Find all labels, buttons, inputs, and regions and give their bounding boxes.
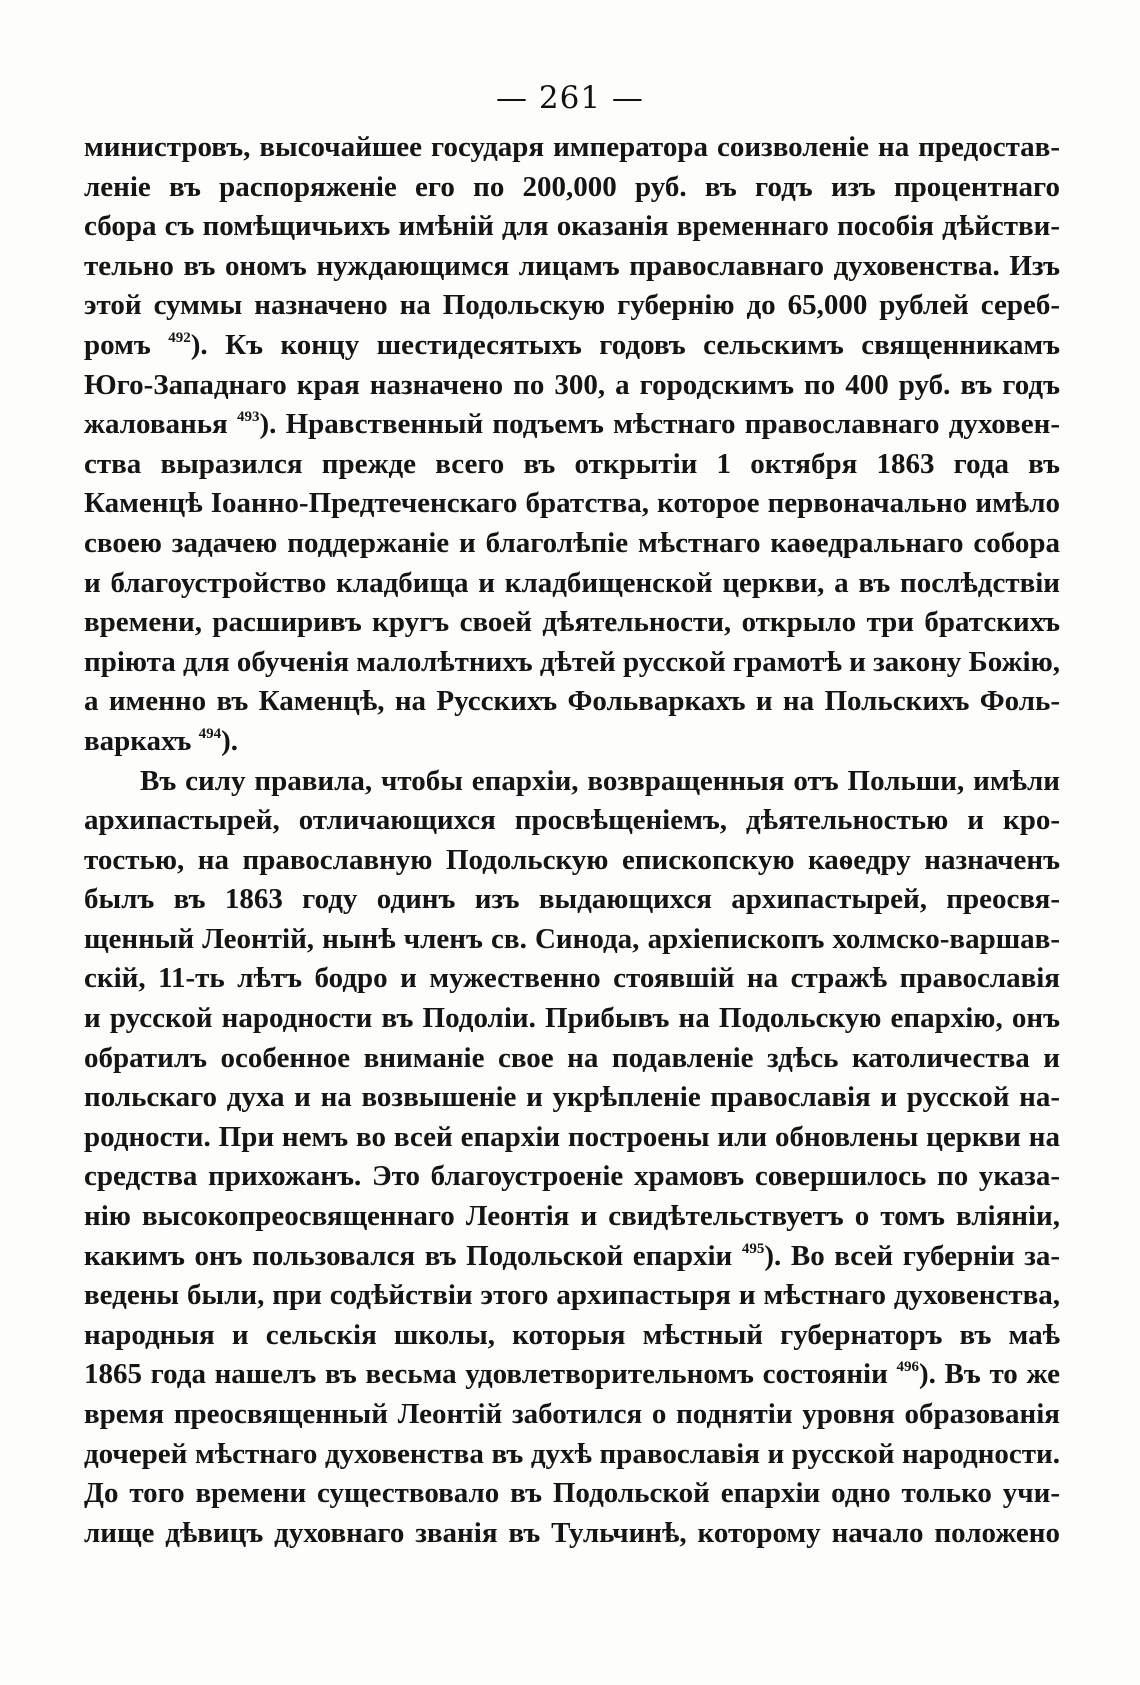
text-segment: ). Нравственный подъемъ мѣстнаго православнаго духовен-: [259, 408, 1060, 441]
text-line: ства выразился прежде всего въ открытіи 1 октября 1863 года въ: [84, 447, 1060, 480]
text-line: архипастырей, отличающихся просвѣщеніемъ, дѣятельностью и кро-: [84, 804, 1060, 837]
text-line: Въ силу правила, чтобы епархіи, возвращенныя отъ Польши, имѣли: [140, 764, 1060, 797]
text-line: этой суммы назначено на Подольскую губернію до 65,000 рублей сереб-: [84, 289, 1060, 322]
text-line: средства прихожанъ. Это благоустроеніе храмовъ совершилось по указа-: [84, 1160, 1060, 1193]
text-line: леніе въ распоряженіе его по 200,000 руб. въ годъ изъ процентнаго: [84, 170, 1060, 203]
footnote-reference: 492: [168, 329, 191, 346]
text-line: нію высокопреосвященнаго Леонтія и свидѣтельствуетъ о томъ вліяніи,: [84, 1200, 1060, 1233]
footnote-reference: 496: [896, 1359, 919, 1376]
text-line: сбора съ помѣщичьихъ имѣній для оказанія временнаго пособія дѣйстви-: [84, 210, 1060, 243]
text-line: пріюта для обученія малолѣтнихъ дѣтей русской грамотѣ и закону Божію,: [84, 645, 1060, 678]
page-number: — 261 —: [496, 80, 644, 116]
text-line: ведены были, при содѣйствіи этого архипастыря и мѣстнаго духовенства,: [84, 1279, 1060, 1312]
text-line: дочерей мѣстнаго духовенства въ духѣ православія и русской народности.: [84, 1437, 1060, 1470]
text-segment: ). Къ концу шестидесятыхъ годовъ сельскимъ священникамъ: [190, 328, 1060, 361]
footnote-reference: 494: [198, 725, 222, 742]
text-line: [84, 405, 1060, 445]
text-line: и благоустройство кладбища и кладбищенской церкви, а въ послѣдствіи: [84, 566, 1060, 599]
text-line: времени, расширивъ кругъ своей дѣятельности, открыло три братскихъ: [84, 606, 1060, 639]
text-line: лище дѣвицъ духовнаго званія въ Тульчинѣ, которому начало положено: [84, 1516, 1060, 1549]
text-line: своею задачею поддержаніе и благолѣпіе мѣстнаго каѳедральнаго собора: [84, 526, 1060, 559]
text-line: тельно въ ономъ нуждающимся лицамъ православнаго духовенства. Изъ: [84, 249, 1060, 282]
text-line: [84, 326, 1060, 366]
text-line: народныя и сельскія школы, которыя мѣстный губернаторъ въ маѣ: [84, 1318, 1060, 1351]
text-line: время преосвященный Леонтій заботился о поднятіи уровня образованія: [84, 1398, 1060, 1430]
text-line: а именно въ Каменцѣ, на Русскихъ Фольваркахъ и на Польскихъ Фоль-: [84, 685, 1060, 718]
text-segment: ромъ: [84, 328, 169, 361]
text-line: польскаго духа и на возвышеніе и укрѣпленіе православія и русской на-: [84, 1081, 1060, 1114]
text-line: обратилъ особенное вниманіе свое на подавленіе здѣсь католичества и: [84, 1041, 1060, 1074]
text-line: Юго-Западнаго края назначено по 300, а городскимъ по 400 руб. въ годъ: [84, 368, 1060, 401]
text-segment: ). Во всей губерніи за-: [764, 1239, 1060, 1272]
text-line: былъ въ 1863 году одинъ изъ выдающихся архипастырей, преосвя-: [84, 883, 1060, 916]
body-text: [84, 128, 1060, 1553]
text-line: и русской народности въ Подоліи. Прибывъ на Подольскую епархію, онъ: [84, 1002, 1060, 1035]
text-segment: варкахъ: [84, 724, 199, 757]
footnote-reference: 495: [741, 1240, 765, 1257]
text-line: тостью, на православную Подольскую епископскую каѳедру назначенъ: [84, 843, 1060, 876]
text-line: щенный Леонтій, нынѣ членъ св. Синода, архіепископъ холмско-варшав-: [84, 922, 1060, 955]
text-line: [84, 1355, 1060, 1395]
text-segment: 1865 года нашелъ въ весьма удовлетворительномъ состояніи: [84, 1358, 897, 1391]
text-segment: ).: [221, 724, 239, 757]
text-line: министровъ, высочайшее государя императора соизволеніе на предостав-: [84, 131, 1060, 163]
text-line: [84, 1237, 1060, 1277]
text-line: До того времени существовало въ Подольской епархіи одно только учи-: [84, 1477, 1060, 1510]
text-segment: ). Въ то же: [918, 1358, 1060, 1391]
text-segment: жалованья: [84, 408, 237, 441]
text-line: родности. При немъ во всей епархіи построены или обновлены церкви на: [84, 1120, 1060, 1153]
text-line: скій, 11-ть лѣтъ бодро и мужественно стоявшій на стражѣ православія: [84, 962, 1060, 995]
text-line: [84, 722, 1060, 762]
text-line: Каменцѣ Іоанно-Предтеченскаго братства, которое первоначально имѣло: [84, 487, 1060, 520]
footnote-reference: 493: [236, 409, 260, 426]
text-segment: какимъ онъ пользовался въ Подольской епархіи: [84, 1239, 742, 1272]
